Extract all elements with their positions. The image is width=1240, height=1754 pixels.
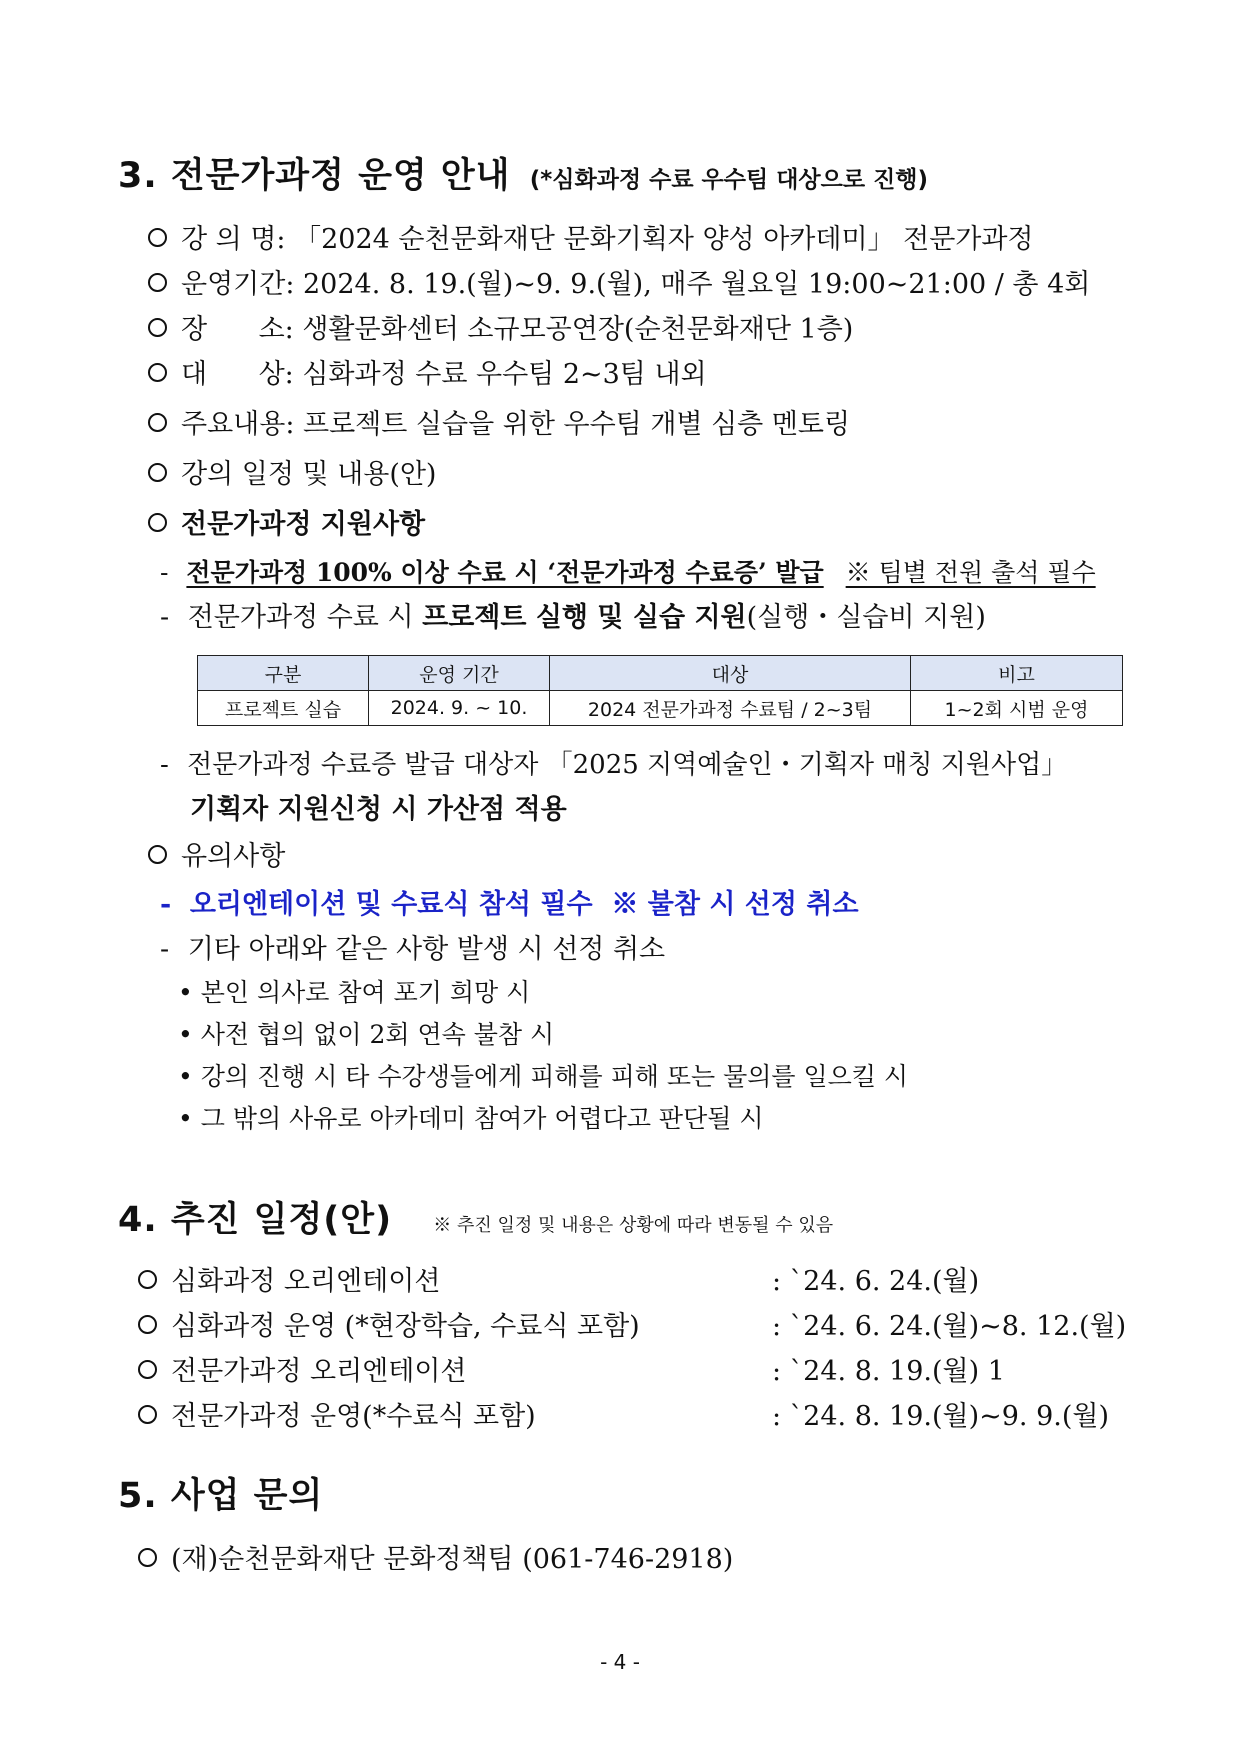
schedule-date: : `24. 8. 19.(월)~9. 9.(월) — [772, 1401, 1110, 1432]
schedule-label: 심화과정 오리엔테이션 — [138, 1265, 440, 1299]
support-item-certificate: - 전문가과정 100% 이상 수료 시 ‘전문가과정 수료증’ 발급 ※ 팀별 전원 출석 필수 — [160, 558, 1096, 587]
list-item: 장 소: 생활문화센터 소규모공연장(순천문화재단 1층) — [148, 313, 853, 347]
list-item: 강의 일정 및 내용(안) — [148, 458, 436, 492]
section-4-note: ※ 추진 일정 및 내용은 상황에 따라 변동될 수 있음 — [433, 1215, 834, 1236]
section-5-heading — [118, 1468, 323, 1518]
page-number: - 4 - — [600, 1650, 640, 1674]
list-item: 운영기간: 2024. 8. 19.(월)~9. 9.(월), 매주 월요일 19:00~21:00 / 총 4회 — [148, 268, 1090, 302]
schedule-label: 심화과정 운영 (*현장학습, 수료식 포함) — [138, 1310, 640, 1344]
section-4-title: 4. 추진 일정(안) — [118, 1200, 393, 1240]
section-3-note: (*심화과정 수료 우수팀 대상으로 진행) — [529, 167, 929, 193]
circle-bullet-icon — [138, 1548, 157, 1567]
support-item-bonus-cont: 기획자 지원신청 시 가산점 적용 — [190, 794, 567, 825]
circle-bullet-icon — [148, 273, 167, 292]
support-table — [197, 655, 1123, 726]
table-cell: 2024 전문가과정 수료팀 / 2~3팀 — [550, 691, 911, 726]
circle-bullet-icon — [148, 228, 167, 247]
table-cell: 1~2회 시범 운영 — [911, 691, 1123, 726]
table-row — [198, 691, 1123, 726]
section-3-title: 3. 전문가과정 운영 안내 — [118, 156, 511, 196]
circle-bullet-icon — [138, 1360, 157, 1379]
table-header: 대상 — [550, 656, 911, 691]
bullet-item: • 그 밖의 사유로 아카데미 참여가 어렵다고 판단될 시 — [178, 1104, 764, 1133]
circle-bullet-icon — [138, 1405, 157, 1424]
circle-bullet-icon — [148, 513, 167, 532]
circle-bullet-icon — [148, 363, 167, 382]
support-item-project: - 전문가과정 수료 시 프로젝트 실행 및 실습 지원(실행・실습비 지원) — [160, 602, 986, 633]
circle-bullet-icon — [138, 1315, 157, 1334]
table-header-row — [198, 656, 1123, 691]
schedule-date: : `24. 6. 24.(월) — [772, 1266, 980, 1297]
section-5-title: 5. 사업 문의 — [118, 1476, 324, 1516]
circle-bullet-icon — [148, 318, 167, 337]
schedule-label: 전문가과정 운영(*수료식 포함) — [138, 1400, 536, 1434]
list-item: 강 의 명: 「2024 순천문화재단 문화기획자 양성 아카데미」 전문가과정 — [148, 223, 1034, 257]
table-header: 비고 — [911, 656, 1123, 691]
list-item: 주요내용: 프로젝트 실습을 위한 우수팀 개별 심층 멘토링 — [148, 408, 850, 442]
circle-bullet-icon — [148, 463, 167, 482]
table-cell: 프로젝트 실습 — [198, 691, 369, 726]
table-cell: 2024. 9. ~ 10. — [369, 691, 550, 726]
circle-bullet-icon — [138, 1270, 157, 1289]
schedule-date: : `24. 6. 24.(월)~8. 12.(월) — [772, 1311, 1127, 1342]
caution-item-required: - 오리엔테이션 및 수료식 참석 필수 ※ 불참 시 선정 취소 — [160, 889, 859, 920]
bullet-item: • 본인 의사로 참여 포기 희망 시 — [178, 978, 531, 1007]
circle-bullet-icon — [148, 413, 167, 432]
list-item: 대 상: 심화과정 수료 우수팀 2~3팀 내외 — [148, 358, 707, 392]
schedule-date: : `24. 8. 19.(월) 1 — [772, 1356, 1005, 1387]
section-3-heading — [118, 148, 928, 198]
bullet-item: • 사전 협의 없이 2회 연속 불참 시 — [178, 1020, 555, 1049]
table-header: 구분 — [198, 656, 369, 691]
circle-bullet-icon — [148, 845, 167, 864]
support-item-bonus: - 전문가과정 수료증 발급 대상자 「2025 지역예술인・기획자 매칭 지원사업」 — [160, 750, 1068, 780]
table-header: 운영 기간 — [369, 656, 550, 691]
caution-item-other: - 기타 아래와 같은 사항 발생 시 선정 취소 — [160, 934, 666, 965]
contact-line: (재)순천문화재단 문화정책팀 (061-746-2918) — [138, 1543, 733, 1577]
caution-heading: 유의사항 — [148, 840, 285, 874]
bullet-item: • 강의 진행 시 타 수강생들에게 피해를 피해 또는 물의를 일으킬 시 — [178, 1062, 909, 1091]
support-heading: 전문가과정 지원사항 — [148, 508, 425, 542]
section-4-heading — [118, 1192, 833, 1242]
schedule-label: 전문가과정 오리엔테이션 — [138, 1355, 466, 1389]
